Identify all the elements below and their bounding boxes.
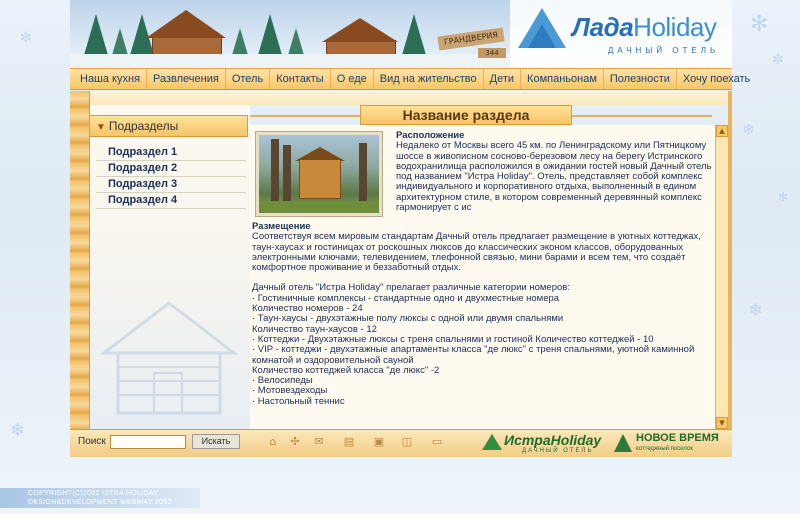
sidebar <box>90 105 250 429</box>
road-sign: ГРАНДВЕРИЯ <box>437 27 504 50</box>
fir-logo-icon-inner <box>528 24 556 48</box>
snowflake-decoration: ✼ <box>772 52 784 68</box>
offer-line: · Коттеджи - Двухэтажные люксы с треня спальнями и гостиной Количество коттеджей - 10 <box>252 333 654 345</box>
snowflake-decoration: ✼ <box>20 30 32 46</box>
copyright-line-1: COPYRIGHT(C)2002 ISTRA HOLIDAY <box>28 490 159 497</box>
footer-bar <box>70 429 732 457</box>
sidebar-item-2[interactable]: Подраздел 2 <box>96 161 246 177</box>
photo-house <box>299 159 341 199</box>
hotel-photo-image <box>259 135 379 213</box>
logo-title: ЛадаHoliday <box>572 12 717 42</box>
snowflake-decoration: ✻ <box>778 190 789 204</box>
title-rule-right <box>572 115 712 117</box>
offer-line: Количество номеров - 24 <box>252 303 363 315</box>
photo-tree-trunk <box>271 139 279 203</box>
sidebar-list <box>96 145 246 209</box>
nav-item-hotel[interactable]: Отель <box>226 69 270 89</box>
snow-ground <box>70 54 510 68</box>
sidebar-item-3[interactable]: Подраздел 3 <box>96 177 246 193</box>
nav-item-kitchen[interactable]: Наша кухня <box>70 69 147 89</box>
print-icon[interactable]: ▤ <box>343 435 355 448</box>
offer-line: · Таун-хаусы - двухэтажные полу люксы с одной или двумя спальнями <box>252 313 564 325</box>
mail-icon[interactable]: ✉ <box>314 435 324 448</box>
offer-line: · Велосипеды <box>252 375 313 387</box>
photo-lawn <box>259 201 379 213</box>
location-text: Недалеко от Москвы всего 45 км. по Ленинградскому или Пятницкому шоссе в живописном сосново-березовом лесу на берегу Истринского водохранилища расположился в ожидании гостей новый Дачный отель под названием "Истра Holiday". Отель, представляет собой комплекс индивидуального и корпоративного отдыха, выполненный в едином архитектурном стиле, в котором современный деревянный комплекс гармонирует с ис <box>396 140 712 214</box>
location-title: Расположение <box>396 130 465 141</box>
log-cabin-roof <box>322 18 398 42</box>
double-chevron-down-icon: ▼ <box>96 122 106 133</box>
partner1-title: ИстраHoliday <box>504 432 602 448</box>
offer-intro: Дачный отель "Истра Holiday" прелагает различные категории номеров: <box>252 282 570 294</box>
offer-line: · Мотовездеходы <box>252 385 328 397</box>
snowflake-decoration: ❄ <box>742 120 756 139</box>
snowflake-decoration: ❄ <box>748 300 764 321</box>
card-icon[interactable]: ▭ <box>431 435 443 448</box>
snowflake-decoration: ❄ <box>10 420 26 441</box>
offer-line: Количество таун-хаусов - 12 <box>252 323 377 335</box>
title-rule-left <box>250 115 360 117</box>
sidebar-item-4[interactable]: Подраздел 4 <box>96 193 246 209</box>
road-sign-number: 344 <box>478 48 506 58</box>
main-navigation <box>70 68 751 90</box>
fir-logo-icon <box>614 434 632 452</box>
computer-icon[interactable]: ▣ <box>373 435 385 448</box>
photo-tree-trunk <box>283 145 291 203</box>
scroll-up-icon[interactable]: ▲ <box>716 125 728 137</box>
offer-line: · VIP - коттеджи - двухэтажные апартаменты класса "де люкс" с треня спальнями, уютной каминной комнатой и оздоровительной сауной <box>252 344 695 366</box>
nav-item-kids[interactable]: Дети <box>484 69 521 89</box>
content-scrollbar[interactable] <box>715 125 728 429</box>
sidebar-item-1[interactable]: Подраздел 1 <box>96 145 246 161</box>
nav-item-partners[interactable]: Компаньонам <box>521 69 604 89</box>
partner2-subtitle: коттеджный поселок <box>636 446 693 452</box>
location-section <box>396 131 712 213</box>
sitemap-icon[interactable]: ✣ <box>290 435 300 448</box>
hotel-photo <box>255 131 383 217</box>
placement-title: Размещение <box>252 221 311 232</box>
page-frame <box>70 0 751 462</box>
nav-item-food[interactable]: О еде <box>331 69 374 89</box>
search-input[interactable] <box>110 435 186 449</box>
window-icon[interactable]: ◫ <box>401 435 413 448</box>
site-logo[interactable] <box>510 0 732 68</box>
partner-logo-novoe-vremya[interactable] <box>614 432 726 456</box>
offer-line: · Настольный теннис <box>252 395 345 407</box>
placement-section <box>252 222 708 407</box>
log-border-left <box>70 91 90 429</box>
partner1-subtitle: ДАЧНЫЙ ОТЕЛЬ <box>522 448 594 454</box>
offer-line: · Гостиничные комплексы - стандартные одно и двухместные номера <box>252 292 560 304</box>
copyright-line-2: DESIGN&DEVELOPMENT WEBWAY 2002 <box>28 499 172 506</box>
nav-item-entertainment[interactable]: Развлечения <box>147 69 226 89</box>
photo-tree-trunk <box>359 143 367 203</box>
logo-subtitle: ДАЧНЫЙ ОТЕЛЬ <box>608 46 720 55</box>
fir-logo-icon <box>482 434 502 450</box>
scroll-down-icon[interactable]: ▼ <box>716 417 728 429</box>
sidebar-heading: ▼ Подразделы <box>90 115 248 137</box>
page-title: Название раздела <box>360 105 572 125</box>
partner-logo-istra-holiday[interactable] <box>478 432 602 456</box>
snowflake-decoration: ✻ <box>750 12 769 37</box>
nav-item-want-to-go[interactable]: Хочу поехать <box>682 73 751 85</box>
search-label: Поиск <box>78 436 106 447</box>
log-cabin-roof <box>146 10 226 38</box>
header-banner <box>70 0 732 68</box>
log-border-right <box>728 91 732 429</box>
placement-text: Соответствуя всем мировым стандартам Дачный отель предлагает размещение в уютных коттеджах, таун-хаусах и гостиницах от роскошных люксов до классических эконом классов, оборудованных электронными ключами, телевидением, тлефонной связью, мини барами и всем тем, что создаёт комфортное проживание и беззаботный отдых. <box>252 231 701 274</box>
nav-item-contacts[interactable]: Контакты <box>270 69 331 89</box>
copyright-text <box>28 489 172 507</box>
nav-item-residence[interactable]: Вид на жительство <box>374 69 484 89</box>
nav-item-useful[interactable]: Полезности <box>604 69 677 89</box>
home-icon[interactable]: ⌂ <box>269 435 277 448</box>
partner2-title: НОВОЕ ВРЕМЯ <box>636 432 719 444</box>
search-button[interactable]: Искать <box>192 434 240 449</box>
content-top-band <box>70 91 732 105</box>
cabin-watermark-image <box>94 283 244 423</box>
offer-line: Количество коттеджей класса "де люкс" -2 <box>252 364 440 376</box>
main-content <box>250 125 715 429</box>
